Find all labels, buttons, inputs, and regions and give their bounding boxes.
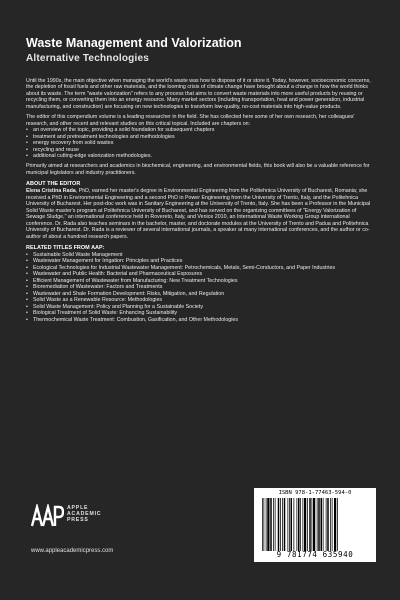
related-title: • Wastewater and Public Health: Bacterial and Pharmaceutical Exposures [26,271,376,277]
chapter-item: • additional cutting-edge valorization methodologies. [26,153,376,159]
related-title: • Ecological Technologies for Industrial Wastewater Management: Petrochemicals, Metals, Semi-Conductors, and Paper Industries [26,265,376,271]
publisher-name-line: ACADEMIC [67,511,102,518]
related-title: • Thermochemical Waste Treatment: Combustion, Gasification, and Other Methodologies [26,317,376,323]
barcode-bars [262,498,368,551]
audience-paragraph: Primarily aimed at researchers and academics in biochemical, engineering, and environmental fields, this book will also be a valuable reference for municipal legislators and industry practitioners. [26,163,370,176]
isbn-label: ISBN 978-1-77463-594-0 [278,490,352,496]
editor-name: Elena Cristina Rada [26,188,76,195]
about-editor-heading: ABOUT THE EDITOR [26,181,81,188]
editor-bio-text: , PhD, earned her master's degree in Environmental Engineering from the Politehnica University of Bucharest, Romania; she received a PhD in Environmental Engineering and a second PhD in Power Engineering from the University of Trento, Italy, and the Politehnica University of Bucharest. Her post-doc work was in Sanitary Engineering at the University of Trento, Italy. She has been a Professor in the Municipal Solid Waste master's program at Politehnica University of Bucharest, and has served on the organizing committees of "Energy Valorization of Sewage Sludge," an international conference held in Rovereto, Italy, and Venice 2010, an International Waste Working Group international conference. Dr. Rada also teaches seminars in the bachelor, master, and doctorate modules at the University of Trento and Padua and Politehnica University of Bucharest. Dr. Rada is a reviewer of several international journals, a speaker at many international conferences, and the author or co-author of about a hundred research papers. [26,188,371,240]
book-title: Waste Management and Valorization [26,36,242,50]
related-titles-heading: RELATED TITLES FROM AAP: [26,244,105,251]
publisher-name [67,505,101,524]
publisher-website[interactable]: www.appleacademicpress.com [31,548,114,554]
related-title: • Solid Waste Management: Policy and Planning for a Sustainable Society [26,304,376,310]
publisher-name-line: PRESS [67,517,89,524]
chapter-item: • treatment and pretreatment technologies and methodologies [26,134,376,140]
chapter-item: • recycling and reuse [26,147,376,153]
related-title: • Wastewater Management for Irrigation: Principles and Practices [26,258,376,264]
chapter-item: • energy recovery from solid wastes [26,140,376,146]
related-titles-list [26,252,376,323]
chapter-item: • an overview of the topic, providing a solid foundation for subsequent chapters [26,127,376,133]
publisher-logo [31,504,151,532]
chapter-list [26,127,376,159]
back-cover-text [26,36,376,323]
isbn-barcode [254,488,376,562]
related-title: • Biological Treatment of Solid Waste: Enhancing Sustainability [26,310,376,316]
intro-paragraph: Until the 1990s, the main objective when managing the world's waste was how to dispose of it or store it. Today, however, socioeconomic concerns, the depletion of fossil fuels and other raw materials, and the looming crisis of climate change have brought about a change in how the world thinks about its waste. The term "waste valorization" refers to any process that aims to convert waste materials into more useful products by reusing or recycling them, or converting them into an energy resource. Many market sectors (including transportation, heat and power generation, industrial manufacturing, and construction) are focusing on new technologies to transform low-quality, no-cost materials into high-value products. [26,78,371,110]
related-title: • Bioremediation of Wastewater: Factors and Treatments [26,284,376,290]
related-title: • Wastewater and Shale Formation Development: Risks, Mitigation, and Regulation [26,291,376,297]
editor-bio [26,188,376,240]
related-title: • Solid Waste as a Renewable Resource: Methodologies [26,297,376,303]
related-title: • Sustainable Solid Waste Management [26,252,376,258]
related-title: • Efficient Management of Wastewater from Manufacturing: New Treatment Technologies [26,278,376,284]
publisher-name-line: APPLE [67,505,89,511]
editor-paragraph: The editor of this compendium volume is a leading researcher in the field. She has collected here some of her own research, her colleagues' research, and other recent and relevant studies on this critical topical. Included are chapters on: [26,114,355,127]
barcode-number: 9 781774 635940 [276,550,354,559]
aap-logo-mark [31,504,64,528]
book-subtitle: Alternative Technologies [26,53,149,64]
cover-footer [26,488,376,568]
